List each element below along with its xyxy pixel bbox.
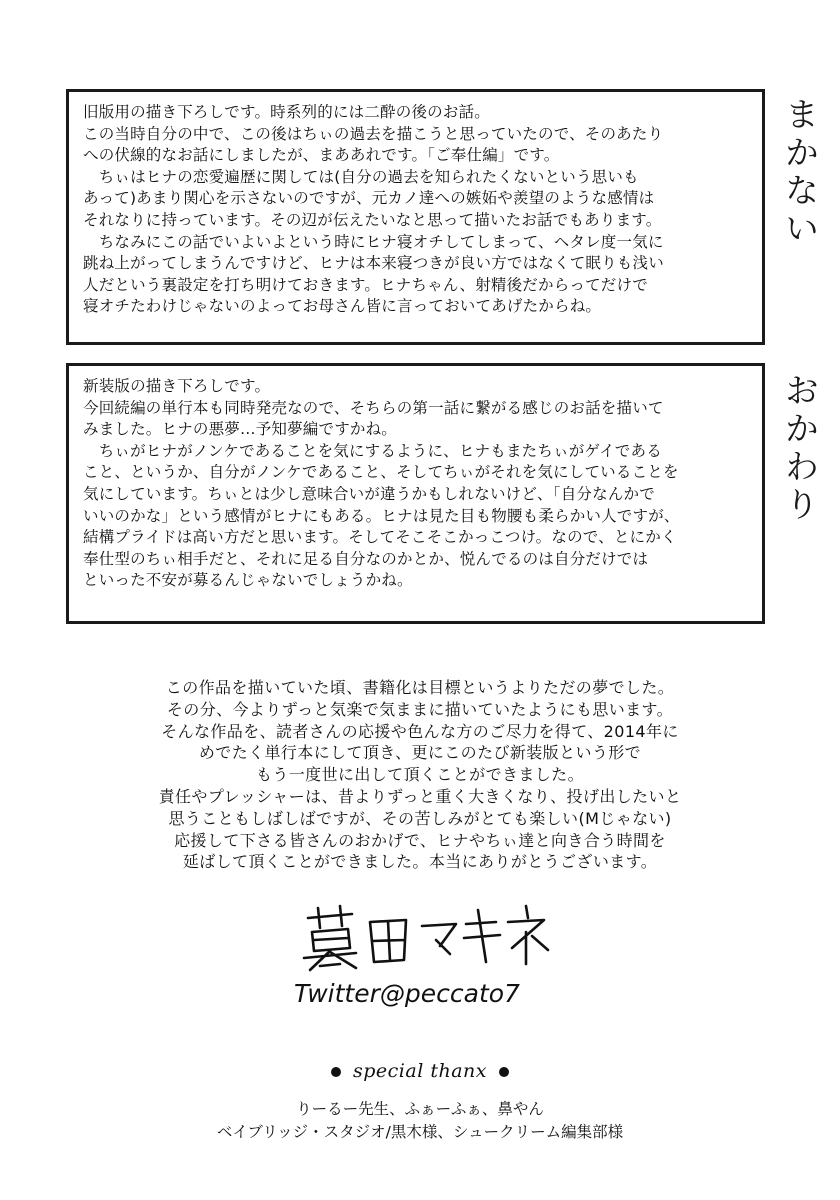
box-line: みました。ヒナの悪夢…予知夢編ですかね。	[83, 420, 398, 439]
afterword-box-makanai	[66, 89, 765, 345]
box-line: いいのかな」という感情がヒナにもある。ヒナは見た目も物腰も柔らかい人ですが、	[83, 506, 680, 525]
box-line: 寝オチたわけじゃないのよってお母さん皆に言っておいてあげたからね。	[83, 297, 602, 316]
special-thanks-list	[150, 1098, 690, 1144]
special-thanks-title: special thanx	[353, 1060, 487, 1082]
side-label-okawari	[778, 372, 826, 524]
afterword-line: 思うこともしばしばですが、その苦しみがとても楽しい(Mじゃない)	[168, 808, 672, 828]
special-thanks-heading	[300, 1060, 540, 1082]
afterword-line: めでたく単行本にして頂き、更にこのたび新装版という形で	[198, 743, 642, 763]
side-label-makanai	[778, 96, 826, 248]
box-line: 奉仕型のちぃ相手だと、それに足る自分なのかとか、悦んでるのは自分だけでは	[83, 549, 649, 568]
afterword-line: その分、今よりずっと気楽で気ままに描いていたようにも思います。	[166, 699, 674, 719]
box-line: それなりに持っています。その辺が伝えたいなと思って描いたお話でもあります。	[83, 210, 662, 229]
thanks-line: りーるー先生、ふぁーふぁ、鼻やん	[296, 1100, 544, 1118]
bullet-dot-icon	[499, 1067, 509, 1077]
box-line: 今回続編の単行本も同時発売なので、そちらの第一話に繋がる感じのお話を描いて	[83, 398, 664, 417]
signature-handle: Twitter@peccato7	[294, 979, 520, 1008]
side-char: ま	[785, 95, 819, 134]
box-line: への伏線的なお話にしましたが、まああれです。「ご奉仕編」です。	[83, 146, 560, 165]
box-line: こと、というか、自分がノンケであること、そしてちぃがそれを気にしていることを	[83, 463, 679, 482]
afterword-line: 責任やプレッシャーは、昔よりずっと重く大きくなり、投げ出したいと	[158, 786, 682, 806]
box-line: あって)あまり関心を示さないのですが、元カノ達への嫉妬や羨望のような感情は	[83, 189, 655, 208]
box-line: ちなみにこの話でいよいよという時にヒナ寝オチしてしまって、ヘタレ度一気に	[83, 232, 664, 251]
box-line: ちぃはヒナの恋愛遍歴に関しては(自分の過去を知られたくないという思いも	[83, 167, 639, 186]
box-line: 旧版用の描き下ろしです。時系列的には二酔の後のお話。	[83, 103, 490, 121]
side-char: お	[785, 371, 819, 410]
side-char: か	[785, 133, 819, 172]
box-line: 人だという裏設定を打ち明けておきます。ヒナちゃん、射精後だからってだけで	[83, 275, 648, 294]
afterword-message	[110, 677, 730, 873]
afterword-line: そんな作品を、読者さんの応援や色んな方のご尽力を得て、2014年に	[161, 721, 679, 741]
side-char: り	[785, 485, 819, 524]
afterword-line: もう一度世に出して頂くことができました。	[255, 765, 584, 785]
afterword-line: この作品を描いていた頃、書籍化は目標というよりただの夢でした。	[165, 678, 675, 697]
afterword-box-okawari	[66, 363, 765, 624]
author-signature	[290, 896, 560, 1016]
side-char: な	[785, 171, 819, 210]
box-line: 気にしています。ちぃとは少し意味合いが違うかもしれないけど、「自分なんかで	[83, 484, 655, 503]
side-char: い	[785, 209, 819, 248]
box-line: といった不安が募るんじゃないでしょうかね。	[83, 571, 413, 590]
bullet-dot-icon	[331, 1067, 341, 1077]
box-line: この当時自分の中で、この後はちぃの過去を描こうと思っていたので、そのあたり	[83, 124, 664, 143]
thanks-line: ベイブリッジ・スタジオ/黒木様、シュークリーム編集部様	[216, 1123, 624, 1141]
afterword-line: 延ばして頂くことができました。本当にありがとうございます。	[182, 852, 658, 872]
box-line: 跳ね上がってしまうんですけど、ヒナは本来寝つきが良い方ではなくて眠りも浅い	[83, 254, 664, 273]
side-char: わ	[785, 447, 819, 486]
side-char: か	[785, 409, 819, 448]
box-line: 新装版の描き下ろしです。	[83, 377, 271, 395]
afterword-line: 応援して下さる皆さんのおかげで、ヒナやちぃ達と向き合う時間を	[174, 830, 666, 850]
box-line: 結構プライドは高い方だと思います。そしてそこそこかっこつけ。なので、とにかく	[83, 528, 677, 547]
box-line: ちぃがヒナがノンケであることを気にするように、ヒナもまたちぃがゲイである	[83, 441, 662, 460]
